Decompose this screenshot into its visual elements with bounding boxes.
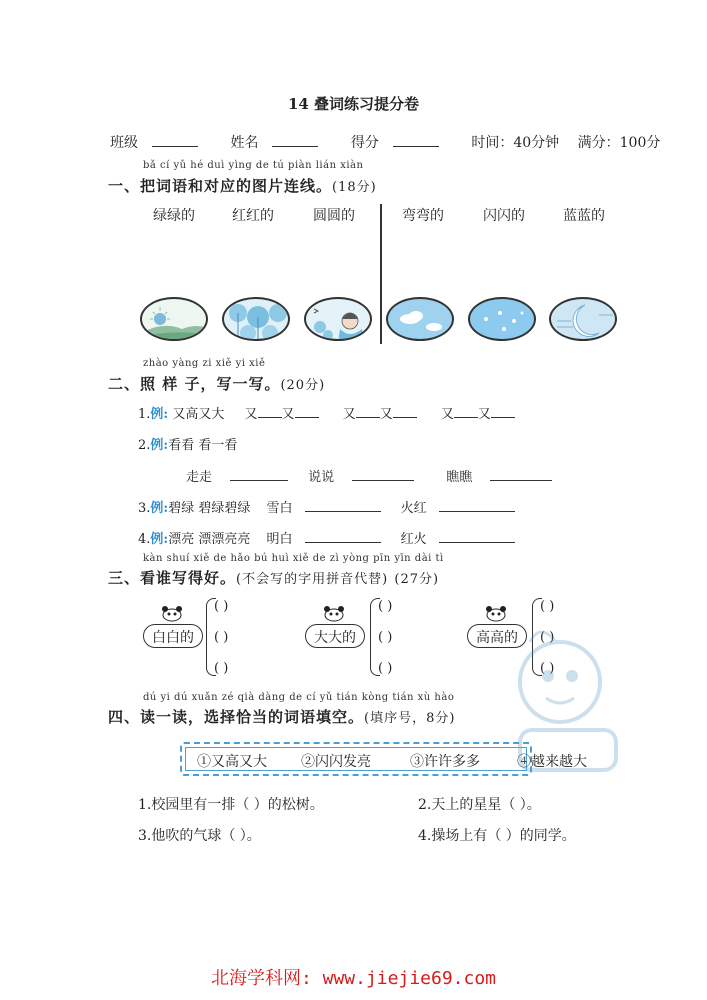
s2-row-2-example: 2.例:看看 看一看 <box>138 438 238 453</box>
info-line <box>110 132 674 152</box>
s3-word-3: 高高的 <box>467 624 527 648</box>
answer-blank[interactable] <box>439 542 515 543</box>
answer-blank[interactable] <box>490 480 552 481</box>
s1-heading: 一、把词语和对应的图片连线。(18分) <box>108 177 377 195</box>
picture-girl-pond[interactable] <box>304 297 372 341</box>
picture-crescent-moon[interactable] <box>549 297 617 341</box>
answer-paren[interactable]: ( ) <box>214 599 229 614</box>
question-3[interactable]: 3.他吹的气球（ ）。 <box>138 828 261 844</box>
answer-blank[interactable] <box>258 417 282 418</box>
answer-paren[interactable]: ( ) <box>378 661 393 676</box>
s4-heading: 四、读一读，选择恰当的词语填空。(填序号，8分) <box>108 708 456 726</box>
s4-pinyin: dú yi dú xuǎn zé qià dàng de cí yǔ tián kòng tián xù hào <box>143 692 455 703</box>
footer-site[interactable]: 北海学科网: www.jiejie69.com <box>210 968 497 989</box>
s2-row-1: 1.例: 又高又大 又 又 又 又 又 又 <box>138 403 515 422</box>
full-score-label: 满分：100分 <box>577 135 661 151</box>
s3-word-2: 大大的 <box>305 624 365 648</box>
s2-row-4: 4.例:漂亮 漂漂亮亮 明白 红火 <box>138 528 515 547</box>
s2-pinyin: zhào yàng zi xiě yi xiě <box>143 358 266 369</box>
answer-paren[interactable]: ( ) <box>378 599 393 614</box>
answer-paren[interactable]: ( ) <box>540 630 555 645</box>
answer-blank[interactable] <box>230 480 288 481</box>
answer-blank[interactable] <box>305 511 381 512</box>
s2-row-3: 3.例:碧绿 碧绿碧绿 雪白 火红 <box>138 497 515 516</box>
panda-icon <box>320 604 348 622</box>
s1-word-6: 蓝蓝的 <box>563 208 605 224</box>
picture-stars[interactable] <box>468 297 536 341</box>
score-field[interactable]: 得分 <box>351 135 453 151</box>
s1-word-5: 闪闪的 <box>483 208 525 224</box>
question-1[interactable]: 1.校园里有一排（ ）的松树。 <box>138 797 324 813</box>
answer-blank[interactable] <box>439 511 515 512</box>
option-1: ①又高又大 <box>197 754 267 770</box>
option-3: ③许许多多 <box>410 754 480 770</box>
option-2: ②闪闪发亮 <box>301 754 371 770</box>
question-2[interactable]: 2.天上的星星（ ）。 <box>418 797 541 813</box>
picture-blue-sky[interactable] <box>386 297 454 341</box>
panda-icon <box>158 604 186 622</box>
answer-blank[interactable] <box>454 417 478 418</box>
answer-blank[interactable] <box>356 417 380 418</box>
picture-lotus[interactable] <box>222 297 290 341</box>
s1-word-3: 圆圆的 <box>313 208 355 224</box>
time-label: 时间：40分钟 <box>471 135 560 151</box>
name-field[interactable]: 姓名 <box>230 135 332 151</box>
answer-paren[interactable]: ( ) <box>540 599 555 614</box>
s1-word-2: 红红的 <box>232 208 274 224</box>
s3-heading: 三、看谁写得好。(不会写的字用拼音代替) (27分) <box>108 569 440 587</box>
s2-heading: 二、照 样 子，写一写。(20分) <box>108 375 326 393</box>
question-4[interactable]: 4.操场上有（ ）的同学。 <box>418 828 576 844</box>
answer-blank[interactable] <box>393 417 417 418</box>
s1-divider <box>380 204 382 344</box>
s3-pinyin: kàn shuí xiě de hǎo bú huì xiě de zì yòng pīn yīn dài tì <box>143 553 444 564</box>
class-field[interactable]: 班级 <box>110 135 212 151</box>
option-4: ④越来越大 <box>517 754 587 770</box>
s1-word-1: 绿绿的 <box>153 208 195 224</box>
page-title: 14 叠词练习提分卷 <box>287 95 420 113</box>
answer-blank[interactable] <box>295 417 319 418</box>
s2-row-2-items: 走走 说说 瞧瞧 <box>186 466 552 485</box>
s1-pinyin: bǎ cí yǔ hé duì yìng de tú piàn lián xiàn <box>143 160 364 171</box>
answer-paren[interactable]: ( ) <box>214 630 229 645</box>
s3-word-1: 白白的 <box>143 624 203 648</box>
answer-blank[interactable] <box>305 542 381 543</box>
answer-paren[interactable]: ( ) <box>540 661 555 676</box>
picture-grass-sun[interactable] <box>140 297 208 341</box>
answer-paren[interactable]: ( ) <box>214 661 229 676</box>
answer-paren[interactable]: ( ) <box>378 630 393 645</box>
answer-blank[interactable] <box>352 480 414 481</box>
answer-blank[interactable] <box>491 417 515 418</box>
s1-word-4: 弯弯的 <box>402 208 444 224</box>
